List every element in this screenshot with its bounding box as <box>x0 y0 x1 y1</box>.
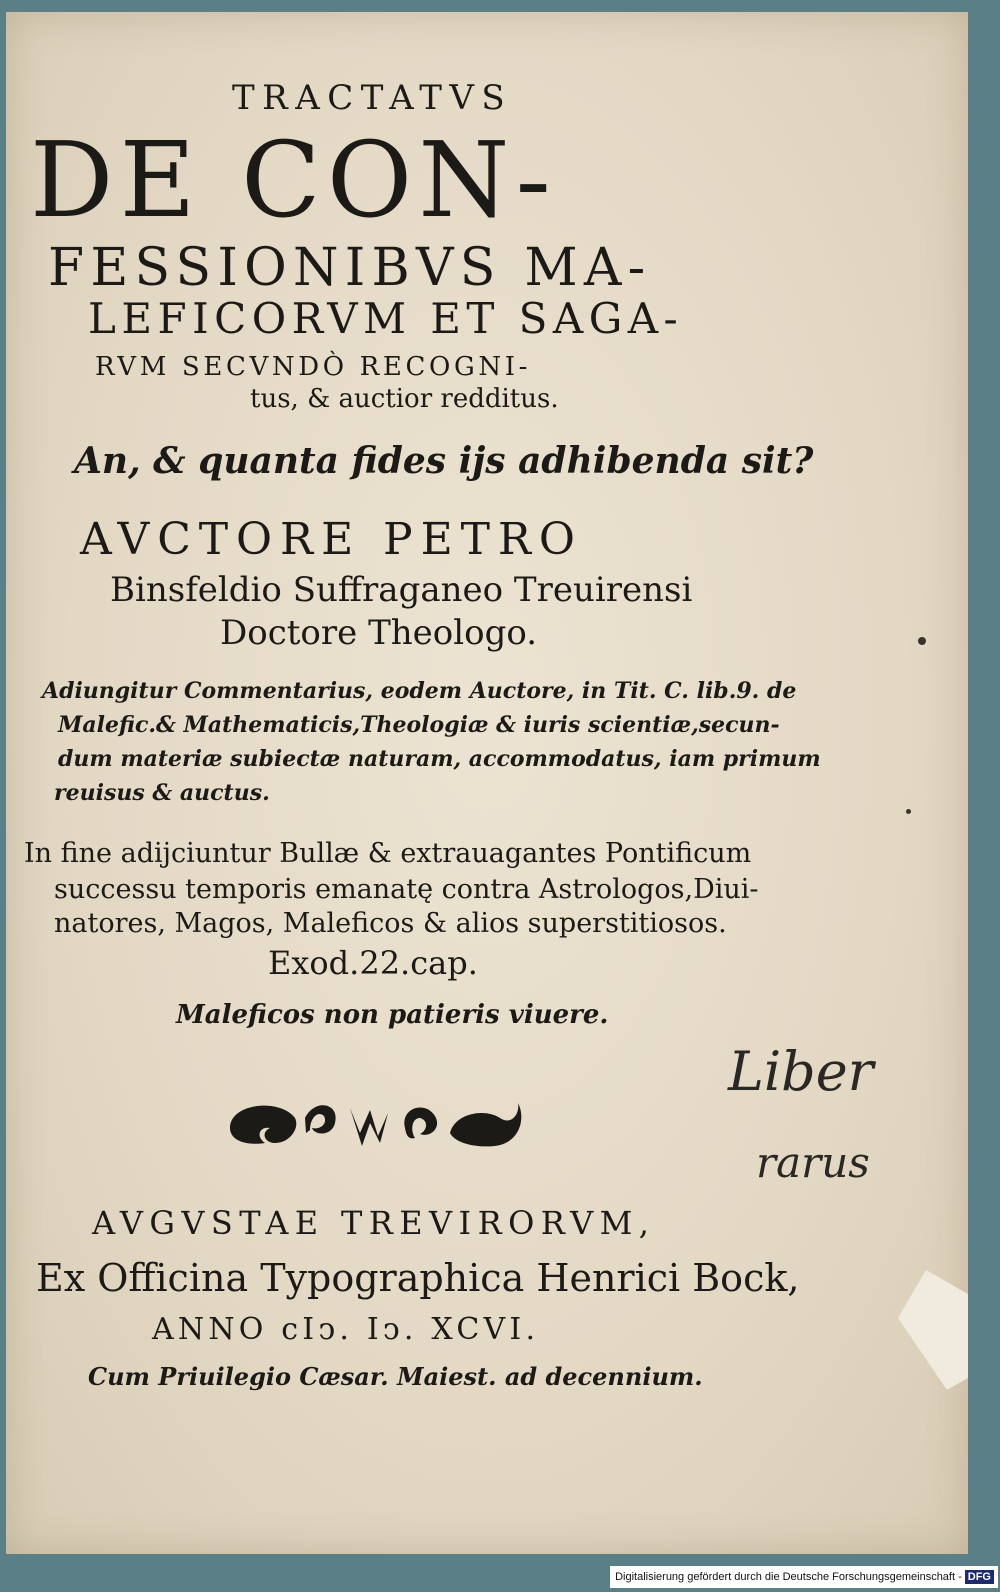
commentary-line: Malefic.& Mathematicis,Theologiæ & iuris scientiæ,secun- <box>58 712 780 738</box>
scripture-reference: Exod.22.cap. <box>268 944 478 982</box>
dfg-logo: DFG <box>965 1570 994 1584</box>
credit-text: Digitalisierung gefördert durch die Deutsche Forschungsgemeinschaft - <box>615 1571 962 1583</box>
ink-spot <box>906 809 911 814</box>
title-line: RVM SECVNDÒ RECOGNI- <box>95 352 532 382</box>
ink-spot <box>918 637 926 645</box>
commentary-line: reuisus & auctus. <box>54 780 270 806</box>
digitization-credit <box>610 1566 998 1588</box>
author-line: Binsfeldio Suffraganeo Treuirensi <box>110 570 693 610</box>
author-line: Doctore Theologo. <box>220 613 538 653</box>
printer-ornament-icon <box>220 1088 530 1158</box>
handwritten-note: Liber <box>728 1040 874 1103</box>
commentary-line: Adiungitur Commentarius, eodem Auctore, in Tit. C. lib.9. de <box>42 678 797 704</box>
commentary-line: dum materiæ subiectæ naturam, accommodatus, iam primum <box>58 746 821 772</box>
imprint-year: ANNO cIↄ. Iↄ. XCVI. <box>152 1312 540 1347</box>
handwritten-note: rarus <box>756 1138 870 1187</box>
imprint-printer: Ex Officina Typographica Henrici Bock, <box>36 1256 800 1300</box>
title-large: DE CON- <box>30 119 558 241</box>
question-line: An, & quanta fides ijs adhibenda sit? <box>74 440 814 482</box>
appendix-line: In fine adijciuntur Bullæ & extrauagantes Pontificum <box>24 838 752 869</box>
author-line: AVCTORE PETRO <box>80 514 583 565</box>
appendix-line: successu temporis emanatę contra Astrologos,Diui- <box>54 874 759 905</box>
imprint-place: AVGVSTAE TREVIRORVM, <box>92 1204 656 1242</box>
motto: Maleficos non patieris viuere. <box>176 1000 609 1030</box>
title-line: tus, & auctior redditus. <box>250 384 559 414</box>
privilege-line: Cum Priuilegio Cæsar. Maiest. ad decennium. <box>88 1362 703 1391</box>
appendix-line: natores, Magos, Maleficos & alios superstitiosos. <box>54 908 727 939</box>
title-line: LEFICORVM ET SAGA- <box>88 294 684 343</box>
title-line: TRACTATVS <box>232 78 513 118</box>
title-line: FESSIONIBVS MA- <box>48 238 652 298</box>
